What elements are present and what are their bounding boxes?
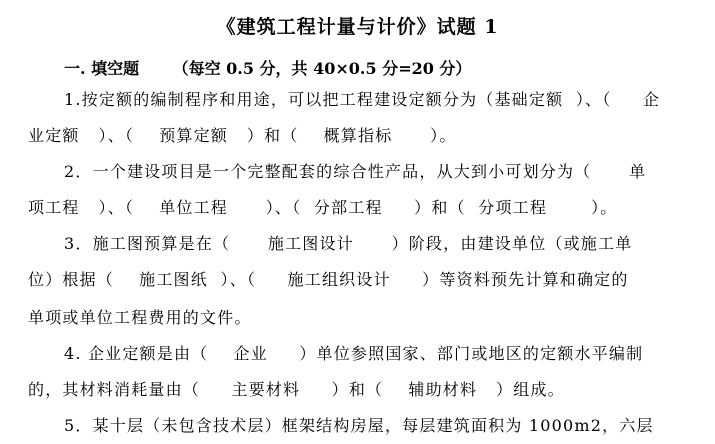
paragraph-line: 5．某十层（未包含技术层）框架结构房屋，每层建筑面积为 1000m2，六层	[64, 416, 654, 435]
section-heading: 一. 填空题 （每空 0.5 分，共 40×0.5 分=20 分）	[64, 59, 472, 78]
paragraph-line: 项工程 ）、（ 单位工程 ）、（ 分部工程 ）和（ 分项工程 ）。	[28, 198, 618, 217]
document-title: 《建筑工程计量与计价》试题 1	[216, 16, 499, 38]
paragraph-line: 4. 企业定额是由（ 企业 ）单位参照国家、部门或地区的定额水平编制	[64, 344, 644, 363]
paragraph-line: 3．施工图预算是在（ 施工图设计 ）阶段，由建设单位（或施工单	[64, 234, 633, 253]
paragraph-line: 单项或单位工程费用的文件。	[28, 308, 252, 327]
paragraph-line: 2．一个建设项目是一个完整配套的综合性产品，从大到小可划分为（ 单	[64, 162, 647, 181]
paragraph-line: 1.按定额的编制程序和用途，可以把工程建设定额分为（基础定额 ）、（ 企	[64, 90, 661, 109]
paragraph-line: 业定额 ）、（ 预算定额 ）和（ 概算指标 ）。	[28, 126, 457, 145]
paragraph-line: 位）根据（ 施工图纸 ）、（ 施工组织设计 ）等资料预先计算和确定的	[28, 270, 629, 289]
paragraph-line: 的，其材料消耗量由（ 主要材料 ）和（ 辅助材料 ）组成。	[28, 380, 565, 399]
